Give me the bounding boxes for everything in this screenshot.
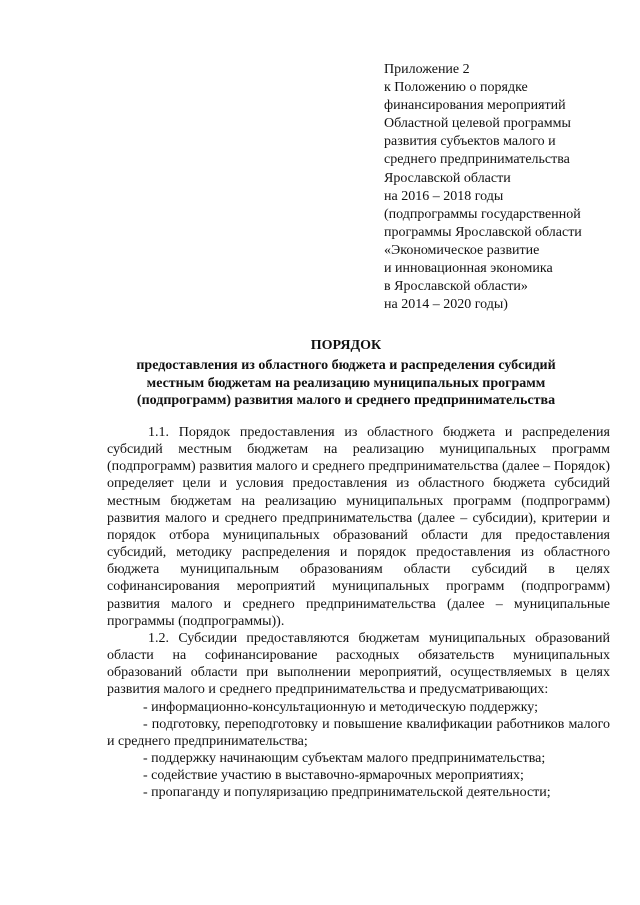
appendix-line: среднего предпринимательства [384,152,570,168]
list-item: - содействие участию в выставочно-ярмарочных мероприятиях; [143,768,524,784]
document-title [86,337,606,409]
appendix-line: и инновационная экономика [384,261,553,277]
appendix-line: в Ярославской области» [384,279,528,295]
appendix-line: на 2014 – 2020 годы) [384,297,508,313]
appendix-line: финансирования мероприятий [384,98,566,114]
appendix-line: Приложение 2 [384,62,470,77]
list-item: - пропаганду и популяризацию предпринимательской деятельности; [143,785,551,801]
list-item: - информационно-консультационную и методическую поддержку; [143,699,539,715]
paragraph-1-1: 1.1. Порядок предоставления из областного бюджета и распределения субсидий местным бюджетам на реализацию муниципальных программ (подпрограмм) развития малого и среднего предпринимательства (далее – Порядок) определяет цели и условия предоставления из областного бюджета субсидий местным бюджетам на реализацию муниципальных программ (подпрограмм) развития малого и среднего предпринимательства (далее – субсидии), критерии и порядок отбора муниципальных образований области для предоставления субсидий, методику распределения и порядок предоставления из областного бюджета муниципальным образованиям области субсидий в целях софинансирования мероприятий муниципальных программ (подпрограмм) развития малого и среднего предпринимательства (далее – муниципальные программы (подпрограммы)). [107,425,610,629]
appendix-line: развития субъектов малого и [384,134,556,150]
appendix-line: Ярославской области [384,170,511,186]
appendix-line: (подпрограммы государственной [384,206,581,222]
appendix-line: к Положению о порядке [384,80,528,96]
paragraph-1-2: 1.2. Субсидии предоставляются бюджетам муниципальных образований области на софинансирование расходных обязательств муниципальных образований области при выполнении мероприятий, осуществляемых в целях развития малого и среднего предпринимательства и предусматривающих: [107,630,610,698]
appendix-line: программы Ярославской области [384,224,582,240]
list-item: - поддержку начинающим субъектам малого предпринимательства; [143,750,546,766]
title-main: ПОРЯДОК [310,338,382,353]
title-line: (подпрограмм) развития малого и среднего предпринимательства [136,392,556,408]
list-item: - подготовку, переподготовку и повышение квалификации работников малого и среднего предпринимательства; [107,716,610,749]
appendix-line: «Экономическое развитие [384,242,540,258]
appendix-line: на 2016 – 2018 годы [384,188,504,204]
title-line: предоставления из областного бюджета и распределения субсидий [136,358,556,374]
document-body [107,424,610,801]
appendix-line: Областной целевой программы [384,116,571,132]
title-line: местным бюджетам на реализацию муниципальных программ [146,375,546,391]
appendix-header [384,61,634,314]
